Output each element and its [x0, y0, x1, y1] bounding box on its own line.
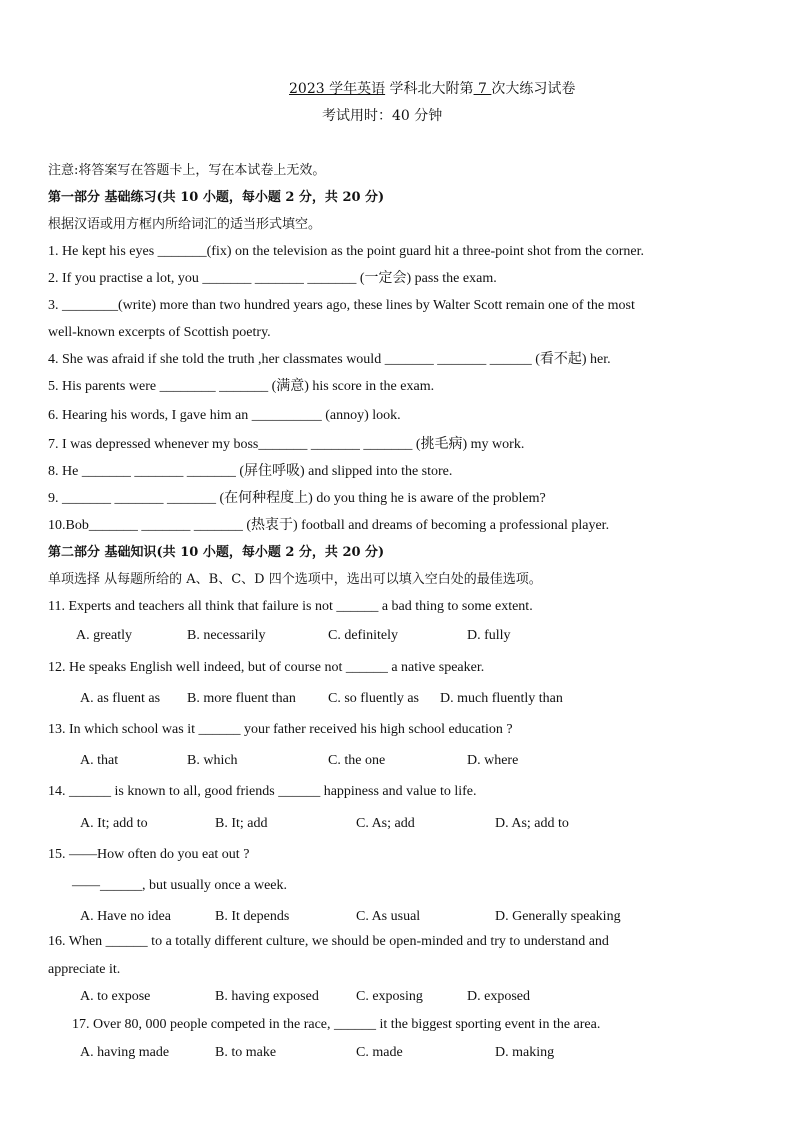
exam-title	[289, 80, 575, 98]
title-number: 7	[473, 81, 492, 97]
question-15-option-a: A. Have no idea	[80, 909, 171, 924]
question-16-option-c: C. exposing	[356, 989, 423, 1004]
question-12-stem: 12. He speaks English well indeed, but of course not ______ a native speaker.	[48, 660, 485, 675]
part1-item-5: 5. His parents were ________ _______ (满意) his score in the exam.	[48, 379, 435, 394]
title-year-subject: 2023 学年英语	[289, 81, 386, 97]
question-13-stem: 13. In which school was it ______ your father received his high school education ?	[48, 722, 513, 737]
question-16-stem-cont: appreciate it.	[48, 962, 121, 977]
question-11-stem: 11. Experts and teachers all think that failure is not ______ a bad thing to some extent.	[48, 599, 533, 614]
question-12-option-b: B. more fluent than	[187, 691, 296, 706]
question-11-option-a: A. greatly	[76, 628, 132, 643]
question-16-stem: 16. When ______ to a totally different culture, we should be open-minded and try to understand and	[48, 934, 609, 949]
question-16-option-a: A. to expose	[80, 989, 151, 1004]
question-14-option-d: D. As; add to	[495, 816, 569, 831]
question-12-option-c: C. so fluently as	[328, 691, 419, 706]
part1-item-4: 4. She was afraid if she told the truth ,her classmates would _______ _______ ______ (看不起) her.	[48, 352, 611, 367]
part1-item-8: 8. He _______ _______ _______ (屏住呼吸) and slipped into the store.	[48, 464, 453, 479]
question-13-option-a: A. that	[80, 753, 119, 768]
question-17-option-b: B. to make	[215, 1045, 277, 1060]
question-15-stem-reply: ——______, but usually once a week.	[72, 878, 288, 893]
part1-item-1: 1. He kept his eyes _______(fix) on the television as the point guard hit a three-point shot from the corner.	[48, 244, 645, 259]
title-school: 学科北大附第	[385, 81, 474, 97]
question-17-option-d: D. making	[495, 1045, 555, 1060]
question-15-option-d: D. Generally speaking	[495, 909, 621, 924]
exam-time: 考试用时：40 分钟	[322, 108, 443, 124]
part1-item-6: 6. Hearing his words, I gave him an __________ (annoy) look.	[48, 408, 401, 423]
part2-instruction: 单项选择 从每题所给的 A、B、C、D 四个选项中，选出可以填入空白处的最佳选项。	[48, 572, 542, 587]
question-17-option-c: C. made	[356, 1045, 403, 1060]
part1-item-3-cont: well-known excerpts of Scottish poetry.	[48, 325, 271, 340]
part1-item-10: 10.Bob_______ _______ _______ (热衷于) football and dreams of becoming a professional player.	[48, 518, 610, 533]
question-14-option-a: A. It; add to	[80, 816, 148, 831]
question-13-option-b: B. which	[187, 753, 238, 768]
question-13-option-d: D. where	[467, 753, 519, 768]
question-14-option-b: B. It; add	[215, 816, 268, 831]
part1-instruction: 根据汉语或用方框内所给词汇的适当形式填空。	[48, 217, 322, 232]
question-16-option-d: D. exposed	[467, 989, 530, 1004]
question-17-option-a: A. having made	[80, 1045, 170, 1060]
question-11-option-d: D. fully	[467, 628, 511, 643]
question-15-stem: 15. ——How often do you eat out ?	[48, 847, 250, 862]
question-14-stem: 14. ______ is known to all, good friends ______ happiness and value to life.	[48, 784, 477, 799]
notice: 注意:将答案写在答题卡上，写在本试卷上无效。	[48, 163, 326, 178]
part1-heading: 第一部分 基础练习(共 10 小题，每小题 2 分，共 20 分)	[48, 190, 385, 205]
part1-item-7: 7. I was depressed whenever my boss_______ _______ _______ (挑毛病) my work.	[48, 437, 525, 452]
question-11-option-c: C. definitely	[328, 628, 398, 643]
question-16-option-b: B. having exposed	[215, 989, 319, 1004]
title-suffix: 次大练习试卷	[491, 81, 576, 97]
question-12-option-d: D. much fluently than	[440, 691, 563, 706]
part1-item-3: 3. ________(write) more than two hundred years ago, these lines by Walter Scott remain one of the most	[48, 298, 635, 313]
part2-heading: 第二部分 基础知识(共 10 小题，每小题 2 分，共 20 分)	[48, 545, 385, 560]
question-17-stem: 17. Over 80, 000 people competed in the race, ______ it the biggest sporting event in the area.	[72, 1017, 601, 1032]
part1-item-9: 9. _______ _______ _______ (在何种程度上) do you thing he is aware of the problem?	[48, 491, 546, 506]
question-14-option-c: C. As; add	[356, 816, 415, 831]
question-13-option-c: C. the one	[328, 753, 386, 768]
question-15-option-c: C. As usual	[356, 909, 421, 924]
question-15-option-b: B. It depends	[215, 909, 290, 924]
part1-item-2: 2. If you practise a lot, you _______ _______ _______ (一定会) pass the exam.	[48, 271, 497, 286]
question-11-option-b: B. necessarily	[187, 628, 266, 643]
question-12-option-a: A. as fluent as	[80, 691, 161, 706]
